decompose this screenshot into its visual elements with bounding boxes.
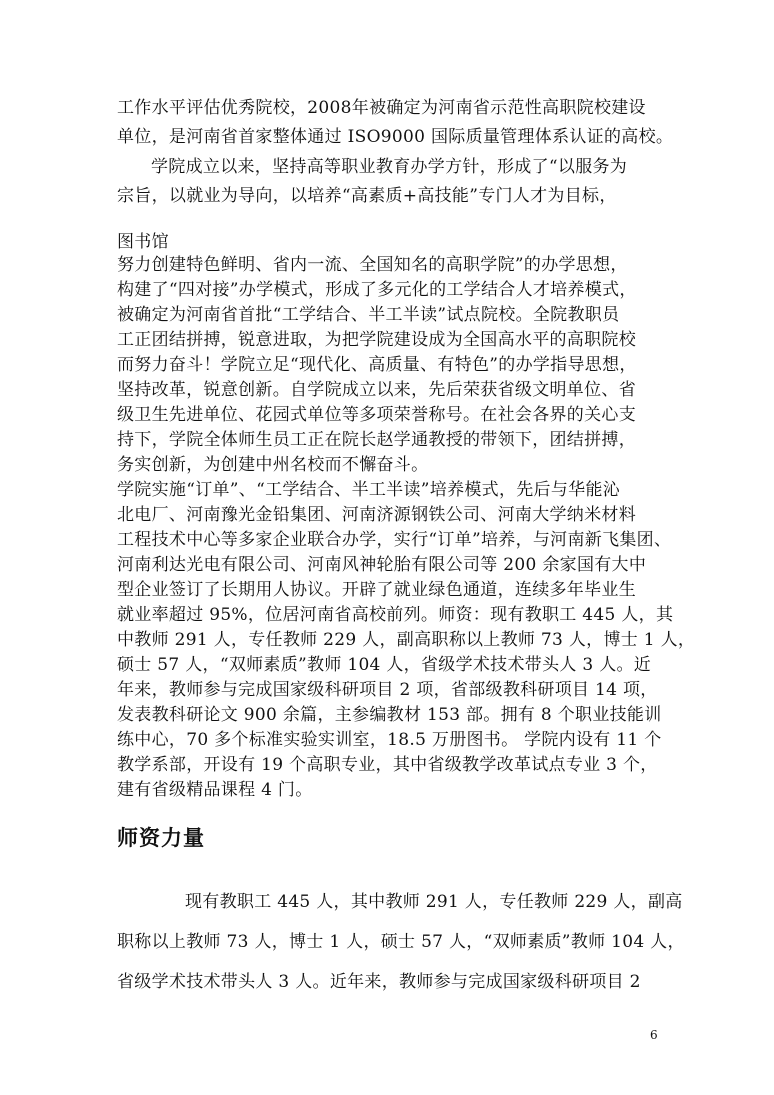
section-heading: 师资力量 bbox=[117, 826, 205, 850]
paragraph-line: 级卫生先进单位、花园式单位等多项荣誉称号。在社会各界的关心支 bbox=[117, 405, 636, 425]
paragraph-line: 宗旨，以就业为导向，以培养“高素质+高技能”专门人才为目标， bbox=[117, 186, 617, 206]
paragraph-line: 现有教职工 445 人，其中教师 291 人，专任教师 229 人，副高 bbox=[185, 892, 683, 912]
paragraph-line: 务实创新，为创建中州名校而不懈奋斗。 bbox=[117, 455, 429, 475]
paragraph-line: 被确定为河南省首批“工学结合、半工半读”试点院校。全院教职员 bbox=[117, 305, 620, 325]
paragraph-line: 学院成立以来，坚持高等职业教育办学方针，形成了“以服务为 bbox=[151, 157, 628, 177]
paragraph-line: 工程技术中心等多家企业联合办学，实行“订单”培养，与河南新飞集团、 bbox=[117, 530, 672, 550]
paragraph-line: 坚持改革，锐意创新。自学院成立以来，先后荣获省级文明单位、省 bbox=[117, 380, 636, 400]
paragraph-line: 练中心，70 多个标准实验实训室，18.5 万册图书。 学院内设有 11 个 bbox=[117, 730, 662, 750]
paragraph-line: 省级学术技术带头人 3 人。近年来，教师参与完成国家级科研项目 2 bbox=[117, 972, 641, 992]
image-caption: 图书馆 bbox=[117, 232, 169, 252]
paragraph-line: 工正团结拼搏，锐意进取，为把学院建设成为全国高水平的高职院校 bbox=[117, 330, 636, 350]
paragraph-line: 中教师 291 人，专任教师 229 人，副高职称以上教师 73 人，博士 1 人， bbox=[117, 630, 696, 650]
paragraph-line: 北电厂、河南豫光金铅集团、河南济源钢铁公司、河南大学纳米材料 bbox=[117, 505, 636, 525]
page-number: 6 bbox=[650, 1028, 658, 1042]
paragraph-line: 学院实施“订单”、“工学结合、半工半读”培养模式，先后与华能沁 bbox=[117, 480, 621, 500]
paragraph-line: 河南利达光电有限公司、河南风神轮胎有限公司等 200 余家国有大中 bbox=[117, 555, 647, 575]
paragraph-line: 型企业签订了长期用人协议。开辟了就业绿色通道，连续多年毕业生 bbox=[117, 580, 636, 600]
paragraph-line: 而努力奋斗！学院立足“现代化、高质量、有特色”的办学指导思想， bbox=[117, 355, 637, 375]
paragraph-line: 努力创建特色鲜明、省内一流、全国知名的高职学院”的办学思想， bbox=[117, 255, 628, 275]
paragraph-line: 构建了“四对接”办学模式，形成了多元化的工学结合人才培养模式， bbox=[117, 280, 637, 300]
paragraph-line: 教学系部，开设有 19 个高职专业，其中省级教学改革试点专业 3 个， bbox=[117, 755, 658, 775]
paragraph-line: 建有省级精品课程 4 门。 bbox=[117, 780, 313, 800]
paragraph-line: 持下，学院全体师生员工正在院长赵学通教授的带领下，团结拼搏， bbox=[117, 430, 636, 450]
paragraph-line: 工作水平评估优秀院校，2008年被确定为河南省示范性高职院校建设 bbox=[117, 98, 646, 118]
paragraph-line: 年来，教师参与完成国家级科研项目 2 项，省部级教科研项目 14 项， bbox=[117, 680, 658, 700]
paragraph-line: 硕士 57 人，“双师素质”教师 104 人，省级学术技术带头人 3 人。近 bbox=[117, 655, 652, 675]
paragraph-line: 发表教科研论文 900 余篇，主参编教材 153 部。拥有 8 个职业技能训 bbox=[117, 705, 662, 725]
paragraph-line: 单位，是河南省首家整体通过 ISO9000 国际质量管理体系认证的高校。 bbox=[117, 127, 674, 147]
paragraph-line: 职称以上教师 73 人，博士 1 人，硕士 57 人，“双师素质”教师 104 人， bbox=[117, 932, 685, 952]
paragraph-line: 就业率超过 95%，位居河南省高校前列。师资：现有教职工 445 人，其 bbox=[117, 605, 674, 625]
